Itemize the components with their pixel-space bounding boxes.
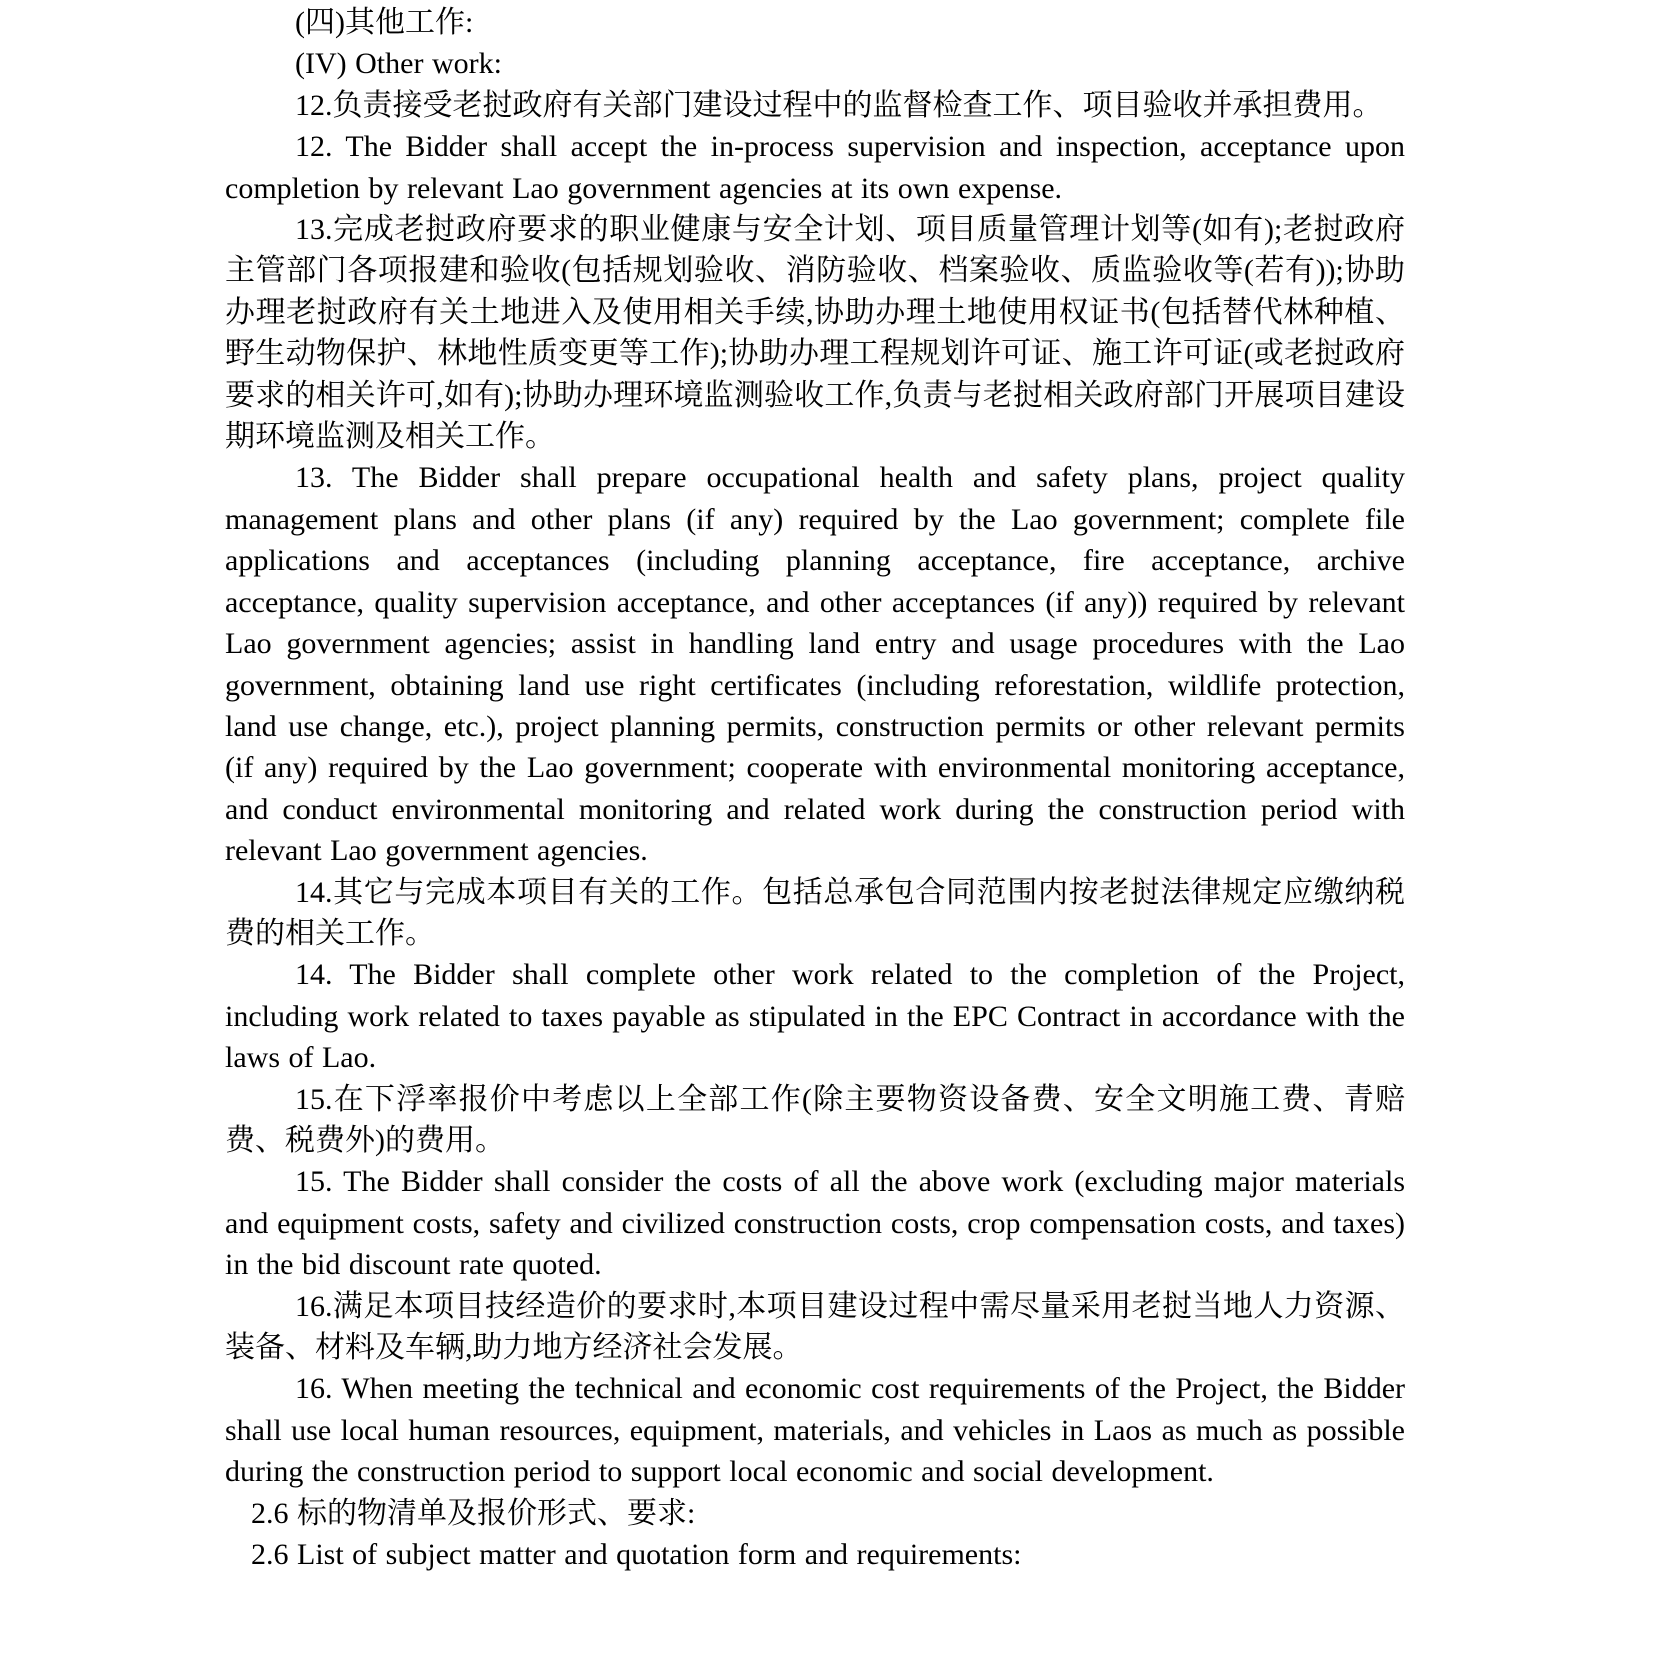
subsection-2-6-en: 2.6 List of subject matter and quotation form and requirements: xyxy=(251,1538,1022,1572)
clause-16-en: 16. When meeting the technical and economic cost requirements of the Project, the Bidder shall use local human resources, equipment, materials, and vehicles in Laos as much as possible during the construction period to support local economic and social development. xyxy=(225,1372,1405,1489)
clause-14-zh: 14.其它与完成本项目有关的工作。包括总承包合同范围内按老挝法律规定应缴纳税费的相关工作。 xyxy=(225,875,1405,950)
section-heading-zh: (四)其他工作: xyxy=(295,6,474,39)
clause-13-en: 13. The Bidder shall prepare occupational health and safety plans, project quality management plans and other plans (if any) required by the Lao government; complete file applications and acceptances (including planning acceptance, fire acceptance, archive acceptance, quality supervision acceptance, and other acceptances (if any)) required by relevant Lao government agencies; assist in handling land entry and usage procedures with the Lao government, obtaining land use right certificates (including reforestation, wildlife protection, land use change, etc.), project planning permits, construction permits or other relevant permits (if any) required by the Lao government; cooperate with environmental monitoring acceptance, and conduct environmental monitoring and related work during the construction period with relevant Lao government agencies. xyxy=(225,461,1405,868)
clause-12-en: 12. The Bidder shall accept the in-process supervision and inspection, acceptance upon completion by relevant Lao government agencies at its own expense. xyxy=(225,130,1405,205)
subsection-2-6-zh: 2.6 标的物清单及报价形式、要求: xyxy=(251,1496,696,1530)
clause-15-zh: 15.在下浮率报价中考虑以上全部工作(除主要物资设备费、安全文明施工费、青赔费、税费外)的费用。 xyxy=(225,1082,1405,1157)
clause-13-zh: 13.完成老挝政府要求的职业健康与安全计划、项目质量管理计划等(如有);老挝政府主管部门各项报建和验收(包括规划验收、消防验收、档案验收、质监验收等(若有));协助办理老挝政府有关土地进入及使用相关手续,协助办理土地使用权证书(包括替代林种植、野生动物保护、林地性质变更等工作);协助办理工程规划许可证、施工许可证(或老挝政府要求的相关许可,如有);协助办理环境监测验收工作,负责与老挝相关政府部门开展项目建设期环境监测及相关工作。 xyxy=(225,213,1405,454)
clause-15-en: 15. The Bidder shall consider the costs of all the above work (excluding major materials and equipment costs, safety and civilized construction costs, crop compensation costs, and taxes) in the bid discount rate quoted. xyxy=(225,1165,1405,1282)
clause-14-en: 14. The Bidder shall complete other work related to the completion of the Project, including work related to taxes payable as stipulated in the EPC Contract in accordance with the laws of Lao. xyxy=(225,958,1405,1075)
clause-16-zh: 16.满足本项目技经造价的要求时,本项目建设过程中需尽量采用老挝当地人力资源、装备、材料及车辆,助力地方经济社会发展。 xyxy=(225,1289,1405,1364)
section-heading-en: (IV) Other work: xyxy=(295,47,502,81)
clause-12-zh: 12.负责接受老挝政府有关部门建设过程中的监督检查工作、项目验收并承担费用。 xyxy=(295,88,1383,122)
